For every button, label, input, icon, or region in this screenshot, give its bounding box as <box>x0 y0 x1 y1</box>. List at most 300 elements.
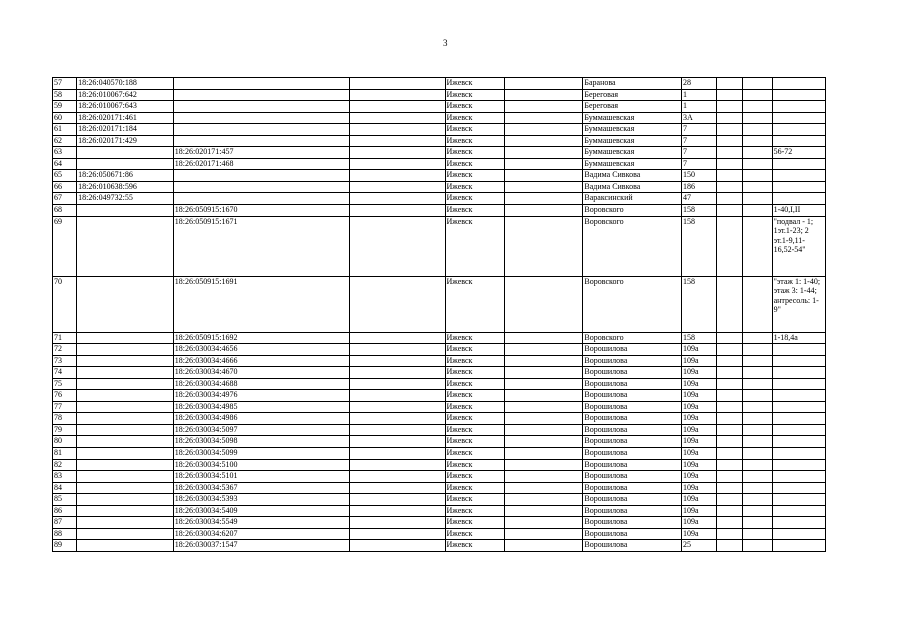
empty-cell <box>743 459 772 471</box>
street-cell: Ворошилова <box>583 482 682 494</box>
empty-cell <box>717 135 743 147</box>
house-cell: 150 <box>682 170 717 182</box>
table-row <box>53 424 826 436</box>
empty-cell <box>349 540 445 552</box>
table-row <box>53 158 826 170</box>
city-cell: Ижевск <box>445 344 504 356</box>
room-cadastral-number-cell: 18:26:030034:5098 <box>173 436 349 448</box>
street-cell: Ворошилова <box>583 540 682 552</box>
city-cell: Ижевск <box>445 276 504 332</box>
empty-cell <box>349 193 445 205</box>
empty-cell <box>717 332 743 344</box>
empty-cell <box>349 517 445 529</box>
cadastral-number-cell: 18:26:050671:86 <box>77 170 174 182</box>
table-row <box>53 459 826 471</box>
city-cell: Ижевск <box>445 124 504 136</box>
house-cell: 7 <box>682 158 717 170</box>
house-cell: 28 <box>682 78 717 90</box>
empty-cell <box>717 112 743 124</box>
table-row <box>53 112 826 124</box>
rooms-cell <box>772 482 825 494</box>
empty-cell <box>717 193 743 205</box>
empty-cell <box>743 471 772 483</box>
empty-cell <box>349 216 445 276</box>
rooms-cell <box>772 401 825 413</box>
empty-cell <box>743 112 772 124</box>
house-cell: 158 <box>682 332 717 344</box>
city-cell: Ижевск <box>445 505 504 517</box>
table-row <box>53 448 826 460</box>
empty-cell <box>743 517 772 529</box>
table-row <box>53 367 826 379</box>
rooms-cell <box>772 344 825 356</box>
table-row <box>53 540 826 552</box>
street-cell: Ворошилова <box>583 413 682 425</box>
rooms-cell <box>772 540 825 552</box>
city-cell: Ижевск <box>445 89 504 101</box>
empty-cell <box>349 158 445 170</box>
street-cell: Буммашевская <box>583 135 682 147</box>
house-cell: 109а <box>682 413 717 425</box>
row-number-cell: 89 <box>53 540 77 552</box>
empty-cell <box>717 101 743 113</box>
house-cell: 109а <box>682 505 717 517</box>
row-number-cell: 62 <box>53 135 77 147</box>
row-number-cell: 67 <box>53 193 77 205</box>
empty-cell <box>349 528 445 540</box>
street-cell: Буммашевская <box>583 147 682 159</box>
rooms-cell <box>772 355 825 367</box>
rooms-cell: "подвал - 1; 1эт.1-23; 2 эт.1-9,11-16,52-54" <box>772 216 825 276</box>
room-cadastral-number-cell: 18:26:020171:468 <box>173 158 349 170</box>
cadastral-number-cell: 18:26:020171:429 <box>77 135 174 147</box>
cadastral-number-cell <box>77 528 174 540</box>
empty-cell <box>743 216 772 276</box>
empty-cell <box>743 181 772 193</box>
cadastral-number-cell <box>77 436 174 448</box>
row-number-cell: 74 <box>53 367 77 379</box>
rooms-cell <box>772 390 825 402</box>
empty-cell <box>349 112 445 124</box>
rooms-cell <box>772 135 825 147</box>
room-cadastral-number-cell: 18:26:050915:1670 <box>173 205 349 217</box>
cadastral-number-cell <box>77 424 174 436</box>
row-number-cell: 71 <box>53 332 77 344</box>
row-number-cell: 81 <box>53 448 77 460</box>
table-row <box>53 205 826 217</box>
row-number-cell: 75 <box>53 378 77 390</box>
empty-cell <box>717 528 743 540</box>
empty-cell <box>504 89 583 101</box>
cadastral-number-cell <box>77 448 174 460</box>
row-number-cell: 88 <box>53 528 77 540</box>
empty-cell <box>743 482 772 494</box>
cadastral-number-cell: 18:26:020171:461 <box>77 112 174 124</box>
empty-cell <box>743 378 772 390</box>
empty-cell <box>349 89 445 101</box>
table-row <box>53 89 826 101</box>
empty-cell <box>743 78 772 90</box>
cadastral-number-cell <box>77 367 174 379</box>
empty-cell <box>743 170 772 182</box>
rooms-cell <box>772 459 825 471</box>
empty-cell <box>349 124 445 136</box>
row-number-cell: 61 <box>53 124 77 136</box>
city-cell: Ижевск <box>445 216 504 276</box>
empty-cell <box>349 170 445 182</box>
row-number-cell: 69 <box>53 216 77 276</box>
empty-cell <box>504 135 583 147</box>
empty-cell <box>504 216 583 276</box>
street-cell: Буммашевская <box>583 112 682 124</box>
table-row <box>53 124 826 136</box>
empty-cell <box>717 401 743 413</box>
empty-cell <box>349 390 445 402</box>
empty-cell <box>717 436 743 448</box>
house-cell: 109а <box>682 344 717 356</box>
empty-cell <box>743 147 772 159</box>
row-number-cell: 77 <box>53 401 77 413</box>
rooms-cell <box>772 494 825 506</box>
street-cell: Ворошилова <box>583 448 682 460</box>
empty-cell <box>743 528 772 540</box>
city-cell: Ижевск <box>445 436 504 448</box>
empty-cell <box>717 448 743 460</box>
table-row <box>53 390 826 402</box>
table-row <box>53 355 826 367</box>
rooms-cell <box>772 170 825 182</box>
house-cell: 109а <box>682 436 717 448</box>
empty-cell <box>504 528 583 540</box>
street-cell: Ворошилова <box>583 494 682 506</box>
cadastral-number-cell: 18:26:040570:188 <box>77 78 174 90</box>
empty-cell <box>504 459 583 471</box>
empty-cell <box>743 355 772 367</box>
city-cell: Ижевск <box>445 459 504 471</box>
rooms-cell: 1-18,4а <box>772 332 825 344</box>
street-cell: Ворошилова <box>583 517 682 529</box>
house-cell: 158 <box>682 276 717 332</box>
city-cell: Ижевск <box>445 494 504 506</box>
empty-cell <box>504 482 583 494</box>
cadastral-number-cell <box>77 390 174 402</box>
empty-cell <box>743 436 772 448</box>
empty-cell <box>717 378 743 390</box>
table-row <box>53 482 826 494</box>
street-cell: Ворошилова <box>583 367 682 379</box>
room-cadastral-number-cell <box>173 181 349 193</box>
rooms-cell <box>772 78 825 90</box>
street-cell: Вараксинский <box>583 193 682 205</box>
table-row <box>53 344 826 356</box>
street-cell: Вадима Сивкова <box>583 181 682 193</box>
street-cell: Воровского <box>583 276 682 332</box>
empty-cell <box>504 101 583 113</box>
table-row <box>53 101 826 113</box>
empty-cell <box>349 135 445 147</box>
room-cadastral-number-cell <box>173 170 349 182</box>
cadastral-number-cell <box>77 540 174 552</box>
empty-cell <box>349 276 445 332</box>
city-cell: Ижевск <box>445 367 504 379</box>
street-cell: Воровского <box>583 205 682 217</box>
cadastral-number-cell <box>77 459 174 471</box>
rooms-cell <box>772 517 825 529</box>
empty-cell <box>743 413 772 425</box>
street-cell: Береговая <box>583 89 682 101</box>
empty-cell <box>504 413 583 425</box>
table-row <box>53 78 826 90</box>
empty-cell <box>349 355 445 367</box>
house-cell: 109а <box>682 448 717 460</box>
empty-cell <box>504 505 583 517</box>
row-number-cell: 85 <box>53 494 77 506</box>
row-number-cell: 70 <box>53 276 77 332</box>
empty-cell <box>743 332 772 344</box>
house-cell: 7 <box>682 147 717 159</box>
empty-cell <box>504 170 583 182</box>
house-cell: 109а <box>682 528 717 540</box>
room-cadastral-number-cell: 18:26:030037:1547 <box>173 540 349 552</box>
rooms-cell <box>772 505 825 517</box>
empty-cell <box>717 124 743 136</box>
city-cell: Ижевск <box>445 424 504 436</box>
row-number-cell: 76 <box>53 390 77 402</box>
empty-cell <box>349 413 445 425</box>
empty-cell <box>743 367 772 379</box>
cadastral-number-cell <box>77 482 174 494</box>
house-cell: 158 <box>682 205 717 217</box>
street-cell: Воровского <box>583 216 682 276</box>
city-cell: Ижевск <box>445 401 504 413</box>
empty-cell <box>504 332 583 344</box>
cadastral-number-cell <box>77 413 174 425</box>
room-cadastral-number-cell <box>173 135 349 147</box>
room-cadastral-number-cell: 18:26:030034:4670 <box>173 367 349 379</box>
house-cell: 109а <box>682 424 717 436</box>
rooms-cell <box>772 413 825 425</box>
rooms-cell <box>772 124 825 136</box>
city-cell: Ижевск <box>445 528 504 540</box>
rooms-cell <box>772 367 825 379</box>
room-cadastral-number-cell: 18:26:030034:5097 <box>173 424 349 436</box>
house-cell: 109а <box>682 517 717 529</box>
cadastral-number-cell <box>77 205 174 217</box>
city-cell: Ижевск <box>445 517 504 529</box>
row-number-cell: 83 <box>53 471 77 483</box>
table-row <box>53 181 826 193</box>
house-cell: 7 <box>682 135 717 147</box>
empty-cell <box>349 424 445 436</box>
city-cell: Ижевск <box>445 112 504 124</box>
empty-cell <box>504 276 583 332</box>
rooms-cell <box>772 181 825 193</box>
room-cadastral-number-cell: 18:26:030034:5393 <box>173 494 349 506</box>
empty-cell <box>717 181 743 193</box>
row-number-cell: 66 <box>53 181 77 193</box>
empty-cell <box>349 436 445 448</box>
empty-cell <box>717 482 743 494</box>
empty-cell <box>743 89 772 101</box>
cadastral-number-cell <box>77 216 174 276</box>
empty-cell <box>504 355 583 367</box>
row-number-cell: 68 <box>53 205 77 217</box>
empty-cell <box>717 517 743 529</box>
room-cadastral-number-cell: 18:26:050915:1671 <box>173 216 349 276</box>
empty-cell <box>717 147 743 159</box>
house-cell: 109а <box>682 367 717 379</box>
city-cell: Ижевск <box>445 540 504 552</box>
city-cell: Ижевск <box>445 413 504 425</box>
room-cadastral-number-cell <box>173 89 349 101</box>
room-cadastral-number-cell: 18:26:030034:4666 <box>173 355 349 367</box>
empty-cell <box>717 89 743 101</box>
street-cell: Буммашевская <box>583 158 682 170</box>
empty-cell <box>349 147 445 159</box>
row-number-cell: 72 <box>53 344 77 356</box>
table-row <box>53 494 826 506</box>
house-cell: 109а <box>682 494 717 506</box>
street-cell: Ворошилова <box>583 424 682 436</box>
street-cell: Ворошилова <box>583 378 682 390</box>
empty-cell <box>504 424 583 436</box>
empty-cell <box>743 494 772 506</box>
house-cell: 186 <box>682 181 717 193</box>
empty-cell <box>743 205 772 217</box>
room-cadastral-number-cell: 18:26:030034:4976 <box>173 390 349 402</box>
rooms-cell <box>772 528 825 540</box>
cadastral-number-cell <box>77 158 174 170</box>
house-cell: 109а <box>682 355 717 367</box>
table-row <box>53 505 826 517</box>
city-cell: Ижевск <box>445 158 504 170</box>
empty-cell <box>349 401 445 413</box>
empty-cell <box>743 448 772 460</box>
house-cell: 1 <box>682 89 717 101</box>
rooms-cell: 1-40,I,II <box>772 205 825 217</box>
table-row <box>53 332 826 344</box>
empty-cell <box>349 101 445 113</box>
rooms-cell <box>772 424 825 436</box>
room-cadastral-number-cell: 18:26:030034:5367 <box>173 482 349 494</box>
empty-cell <box>504 471 583 483</box>
city-cell: Ижевск <box>445 332 504 344</box>
table-row <box>53 216 826 276</box>
empty-cell <box>743 276 772 332</box>
empty-cell <box>349 459 445 471</box>
table-row <box>53 135 826 147</box>
city-cell: Ижевск <box>445 471 504 483</box>
empty-cell <box>349 344 445 356</box>
room-cadastral-number-cell: 18:26:050915:1692 <box>173 332 349 344</box>
empty-cell <box>504 158 583 170</box>
city-cell: Ижевск <box>445 355 504 367</box>
empty-cell <box>717 78 743 90</box>
house-cell: 109а <box>682 401 717 413</box>
empty-cell <box>743 135 772 147</box>
cadastral-number-cell <box>77 401 174 413</box>
street-cell: Ворошилова <box>583 344 682 356</box>
empty-cell <box>743 101 772 113</box>
table-row <box>53 147 826 159</box>
rooms-cell <box>772 436 825 448</box>
room-cadastral-number-cell: 18:26:030034:4985 <box>173 401 349 413</box>
table-row <box>53 517 826 529</box>
cadastral-number-cell: 18:26:049732:55 <box>77 193 174 205</box>
empty-cell <box>717 459 743 471</box>
city-cell: Ижевск <box>445 378 504 390</box>
rooms-cell <box>772 471 825 483</box>
house-cell: 1 <box>682 101 717 113</box>
house-cell: 3А <box>682 112 717 124</box>
row-number-cell: 60 <box>53 112 77 124</box>
cadastral-number-cell: 18:26:020171:184 <box>77 124 174 136</box>
rooms-cell: "этаж 1: 1-40; этаж 3: 1-44; антресоль: 1-9" <box>772 276 825 332</box>
rooms-cell: 56-72 <box>772 147 825 159</box>
empty-cell <box>743 124 772 136</box>
city-cell: Ижевск <box>445 390 504 402</box>
street-cell: Ворошилова <box>583 459 682 471</box>
house-cell: 25 <box>682 540 717 552</box>
empty-cell <box>743 540 772 552</box>
row-number-cell: 63 <box>53 147 77 159</box>
street-cell: Баранова <box>583 78 682 90</box>
rooms-cell <box>772 158 825 170</box>
house-cell: 109а <box>682 390 717 402</box>
room-cadastral-number-cell <box>173 193 349 205</box>
room-cadastral-number-cell <box>173 112 349 124</box>
row-number-cell: 57 <box>53 78 77 90</box>
table-row <box>53 413 826 425</box>
empty-cell <box>349 205 445 217</box>
table-row <box>53 276 826 332</box>
page-number: 3 <box>443 38 448 48</box>
room-cadastral-number-cell: 18:26:020171:457 <box>173 147 349 159</box>
row-number-cell: 79 <box>53 424 77 436</box>
empty-cell <box>504 124 583 136</box>
cadastral-number-cell <box>77 276 174 332</box>
row-number-cell: 73 <box>53 355 77 367</box>
street-cell: Ворошилова <box>583 355 682 367</box>
city-cell: Ижевск <box>445 101 504 113</box>
empty-cell <box>349 471 445 483</box>
empty-cell <box>504 378 583 390</box>
empty-cell <box>349 378 445 390</box>
cadastral-number-cell: 18:26:010638:596 <box>77 181 174 193</box>
table-body <box>53 78 826 552</box>
room-cadastral-number-cell: 18:26:050915:1691 <box>173 276 349 332</box>
registry-table <box>52 77 826 552</box>
cadastral-number-cell <box>77 471 174 483</box>
cadastral-number-cell <box>77 517 174 529</box>
empty-cell <box>717 540 743 552</box>
cadastral-number-cell: 18:26:010067:642 <box>77 89 174 101</box>
room-cadastral-number-cell: 18:26:030034:5409 <box>173 505 349 517</box>
room-cadastral-number-cell: 18:26:030034:4656 <box>173 344 349 356</box>
empty-cell <box>717 505 743 517</box>
empty-cell <box>349 505 445 517</box>
rooms-cell <box>772 89 825 101</box>
empty-cell <box>349 367 445 379</box>
house-cell: 47 <box>682 193 717 205</box>
empty-cell <box>504 147 583 159</box>
room-cadastral-number-cell: 18:26:030034:6207 <box>173 528 349 540</box>
city-cell: Ижевск <box>445 78 504 90</box>
table-row <box>53 378 826 390</box>
cadastral-number-cell <box>77 505 174 517</box>
house-cell: 7 <box>682 124 717 136</box>
row-number-cell: 87 <box>53 517 77 529</box>
